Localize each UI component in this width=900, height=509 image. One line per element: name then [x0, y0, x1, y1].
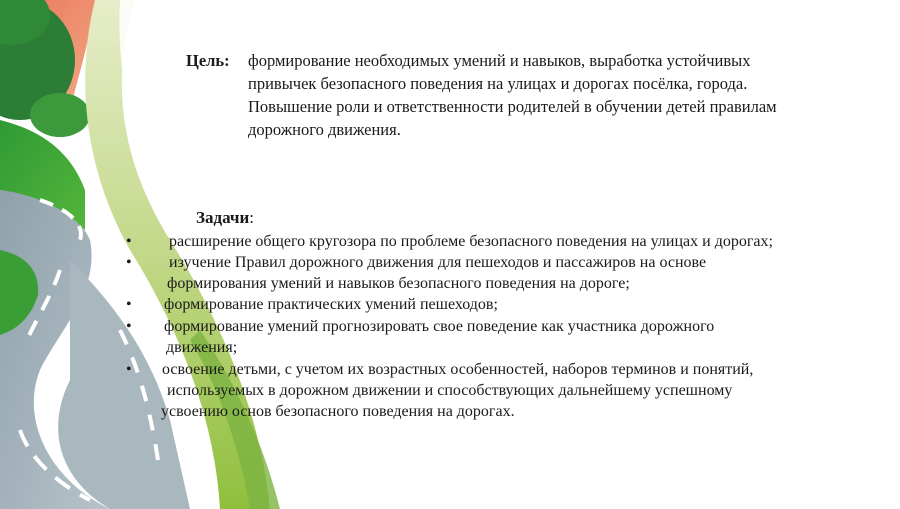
tasks-title: Задачи: [196, 208, 250, 227]
tasks-colon: :: [249, 208, 255, 227]
task-bullet: •: [126, 361, 132, 378]
task-line: изучение Правил дорожного движения для пешеходов и пассажиров на основе: [169, 254, 707, 271]
task-line: используемых в дорожном движении и способствующих дальнейшему успешному: [167, 382, 733, 399]
goal-line: Повышение роли и ответственности родителей в обучении детей правилам: [248, 97, 777, 116]
task-line: расширение общего кругозора по проблеме безопасного поведения на улицах и дорогах;: [169, 233, 773, 250]
goal-line: дорожного движения.: [248, 120, 401, 139]
task-bullet: •: [126, 233, 132, 250]
task-line: освоение детьми, с учетом их возрастных особенностей, наборов терминов и понятий,: [162, 361, 754, 378]
goal-label: Цель:: [186, 51, 230, 70]
task-line: формирование умений прогнозировать свое поведение как участника дорожного: [164, 318, 715, 335]
task-bullet: •: [126, 254, 132, 271]
tasks-heading: [196, 208, 254, 228]
task-line: движения;: [166, 339, 238, 356]
goal-line: привычек безопасного поведения на улицах и дорогах посёлка, города.: [248, 74, 748, 93]
task-line: усвоению основ безопасного поведения на дорогах.: [161, 403, 515, 420]
task-bullet: •: [126, 318, 132, 335]
task-line: формирование практических умений пешеходов;: [164, 296, 498, 313]
task-line: формирования умений и навыков безопасного поведения на дороге;: [167, 275, 630, 292]
task-bullet: •: [126, 296, 132, 313]
goal-line: формирование необходимых умений и навыков, выработка устойчивых: [248, 51, 751, 70]
